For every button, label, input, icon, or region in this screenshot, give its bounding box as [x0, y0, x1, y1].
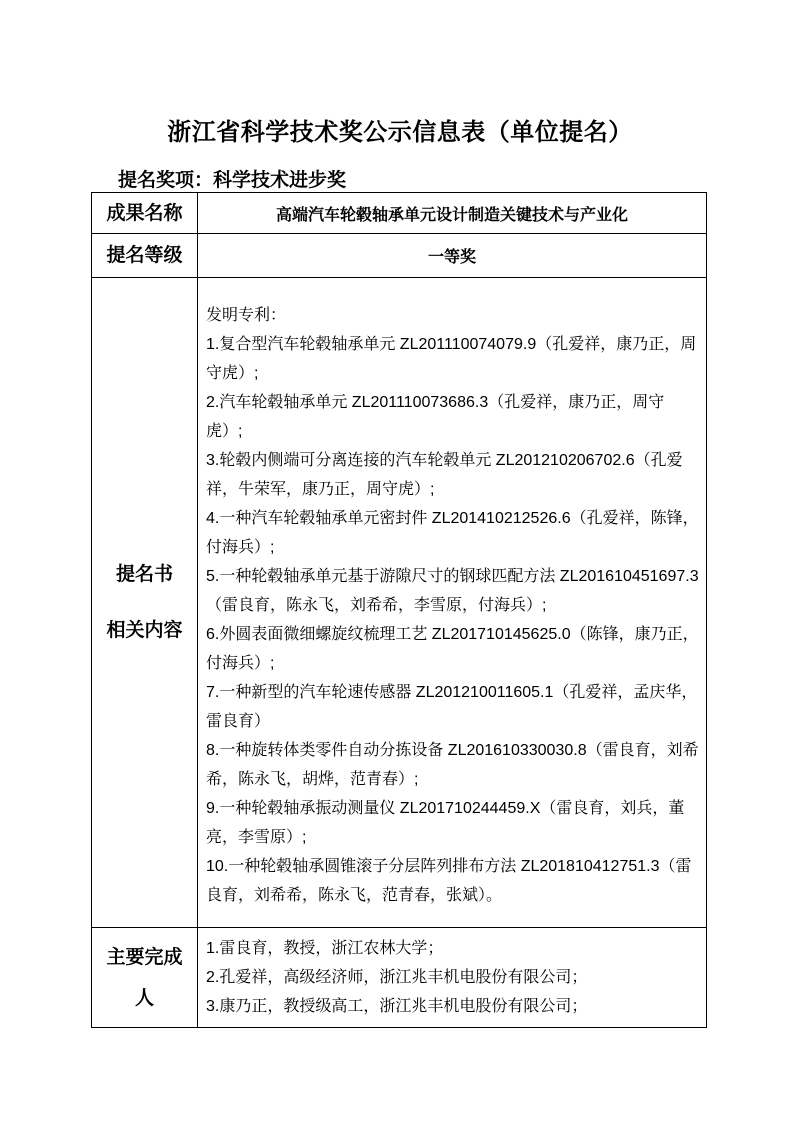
table-row-nomination-content: [92, 278, 707, 928]
completer-item: 2.孔爱祥，高级经济师，浙江兆丰机电股份有限公司；: [206, 969, 588, 986]
table-row-main-completers: [92, 928, 707, 1028]
main-completers-label: [92, 928, 198, 1028]
page-title: 浙江省科学技术奖公示信息表（单位提名）: [167, 119, 633, 146]
main-completers-label-line1: 主要完成: [106, 946, 183, 968]
patent-item: 2.汽车轮毂轴承单元 ZL201110073686.3（孔爱祥，康乃正，周守虎）;: [206, 393, 665, 440]
patent-item: 3.轮毂内侧端可分离连接的汽车轮毂单元 ZL201210206702.6（孔爱祥，牛荣军，康乃正，周守虎）;: [206, 451, 683, 498]
award-category-label: 提名奖项：: [118, 170, 214, 191]
completer-list: [206, 934, 700, 1021]
table-row-award-grade: [92, 234, 707, 278]
award-grade-label: 提名等级: [92, 234, 198, 278]
award-category-line: [118, 165, 346, 192]
completer-item: 1.雷良育，教授，浙江农林大学；: [206, 940, 444, 957]
publicity-info-table: [91, 192, 707, 1028]
patent-list: [206, 330, 700, 910]
main-completers-cell: [198, 928, 707, 1028]
nomination-content-label-line2: 相关内容: [106, 619, 183, 641]
patent-item: 5.一种轮毂轴承单元基于游隙尺寸的钢球匹配方法 ZL201610451697.3（雷良育，陈永飞，刘希希，李雪原，付海兵）;: [206, 567, 699, 614]
table-row-result-name: [92, 193, 707, 234]
patent-item: 10.一种轮毂轴承圆锥滚子分层阵列排布方法 ZL201810412751.3（雷良育，刘希希，陈永飞，范青春，张斌）。: [206, 857, 692, 904]
result-name-label: 成果名称: [92, 193, 198, 234]
award-category-value: 科学技术进步奖: [213, 170, 347, 191]
nomination-content-label: [92, 278, 198, 928]
patent-item: 4.一种汽车轮毂轴承单元密封件 ZL201410212526.6（孔爱祥，陈锋，付海兵）;: [206, 509, 699, 556]
result-name-value: 高端汽车轮毂轴承单元设计制造关键技术与产业化: [198, 193, 707, 234]
patent-item: 9.一种轮毂轴承振动测量仪 ZL201710244459.X（雷良育，刘兵，董亮，李雪原）;: [206, 799, 685, 846]
award-grade-value: 一等奖: [198, 234, 707, 278]
nomination-content-cell: [198, 278, 707, 928]
patent-section-heading: 发明专利：: [206, 306, 287, 324]
main-completers-label-line2: 人: [134, 987, 154, 1009]
patent-item: 8.一种旋转体类零件自动分拣设备 ZL201610330030.8（雷良育，刘希希，陈永飞，胡烨，范青春）;: [206, 741, 699, 788]
patent-item: 1.复合型汽车轮毂轴承单元 ZL201110074079.9（孔爱祥，康乃正，周守虎）;: [206, 335, 697, 382]
nomination-content-label-line1: 提名书: [115, 563, 173, 585]
patent-item: 6.外圆表面微细螺旋纹梳理工艺 ZL201710145625.0（陈锋，康乃正，付海兵）;: [206, 625, 699, 672]
completer-item: 3.康乃正，教授级高工，浙江兆丰机电股份有限公司；: [206, 998, 588, 1015]
patent-item: 7.一种新型的汽车轮速传感器 ZL201210011605.1（孔爱祥，孟庆华，雷良育）: [206, 683, 698, 730]
